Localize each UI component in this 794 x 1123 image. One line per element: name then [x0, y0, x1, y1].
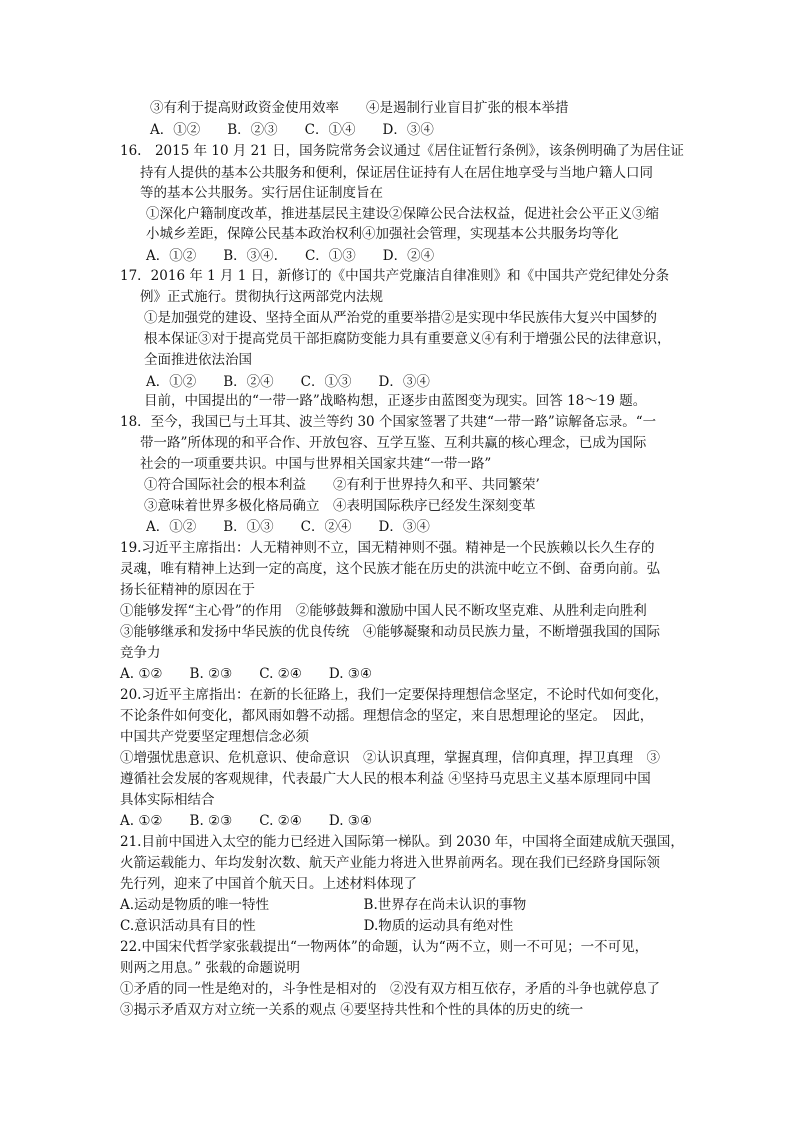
q17-options-line-2: 根本保证③对于提高党员干部拒腐防变能力具有重要意义④有利于增强公民的法律意识，: [144, 331, 671, 347]
q19-stem-line-2: 灵魂，唯有精神上达到一定的高度，这个民族才能在历史的洪流中屹立不倒、奋勇向前。弘: [120, 561, 660, 577]
q21-stem-line-2: 火箭运载能力、年均发射次数、航天产业能力将进入世界前两名。现在我们已经跻身国际领: [120, 855, 660, 871]
q21-options-line-2: C.意识活动具有目的性 D.物质的运动具有绝对性: [120, 918, 514, 934]
q17-options-line-3: 全面推进依法治国: [144, 352, 252, 368]
q22-options-line-1: ①矛盾的同一性是绝对的，斗争性是相对的 ②没有双方相互依存，矛盾的斗争也就停息了: [120, 981, 660, 997]
q16-stem-line-3: 等的基本公共服务。实行居住证制度旨在: [140, 185, 383, 201]
q18-stem-line-1: 18．至今，我国已与土耳其、波兰等约 30 个国家签署了共建“一带一路”谅解备忘录。“一: [120, 414, 657, 430]
q15-option-line-2: ③有利于提高财政资金使用效率 ④是遏制行业盲目扩张的根本举措: [150, 100, 569, 116]
q20-stem-line-3: 中国共产党要坚定理想信念必须: [120, 729, 309, 745]
q20-stem-line-1: 20.习近平主席指出：在新的长征路上，我们一定要保持理想信念坚定，不论时代如何变化，: [120, 687, 668, 703]
q19-options-line-3: 竞争力: [120, 645, 161, 661]
q21-options-line-1: A.运动是物质的唯一特性 B.世界存在尚未认识的事物: [120, 897, 527, 913]
q19-options-line-2: ③能够继承和发扬中华民族的优良传统 ④能够凝聚和动员民族力量，不断增强我国的国际: [120, 624, 660, 640]
q20-options-line-3: 具体实际相结合: [120, 792, 215, 808]
q18-stem-line-2: 带一路”所体现的和平合作、开放包容、互学互鉴、互利共赢的核心理念，已成为国际: [140, 435, 647, 451]
q22-stem-line-1: 22.中国宋代哲学家张载提出“一物两体”的命题，认为“两不立，则一不可见；一不可见，: [120, 939, 649, 955]
q20-stem-line-2: 不论条件如何变化，都风雨如磐不动摇。理想信念的坚定，来自思想理论的坚定。 因此，: [120, 708, 654, 724]
q18-stem-line-3: 社会的一项重要共识。中国与世界相关国家共建“一带一路”: [140, 456, 492, 472]
q18-options-line-2: ③意味着世界多极化格局确立 ④表明国际秩序已经发生深刻变革: [144, 498, 536, 514]
q15-answer-choices: A．①② B．②③ C．①④ D．③④: [150, 122, 434, 138]
q21-stem-line-3: 先行列，迎来了中国首个航天日。上述材料体现了: [120, 876, 417, 892]
q17-options-line-1: ①是加强党的建设、坚持全面从严治党的重要举措②是实现中华民族伟大复兴中国梦的: [144, 310, 657, 326]
q16-answer-choices: A．①② B．③④. C．①③ D．②④: [146, 248, 435, 264]
q16-stem-line-2: 持有人提供的基本公共服务和便利，保证居住证持有人在居住地享受与当地户籍人口同: [140, 165, 653, 181]
q22-options-line-2: ③揭示矛盾双方对立统一关系的观点 ④要坚持共性和个性的具体的历史的统一: [120, 1002, 584, 1018]
q19-answer-choices: A. ①② B. ②③ C. ②④ D. ③④: [120, 666, 373, 682]
q18-answer-choices: A．①② B．①③ C．②④ D．③④: [146, 519, 430, 535]
q20-options-line-1: ①增强忧患意识、危机意识、使命意识 ②认识真理，掌握真理，信仰真理，捍卫真理 ③: [120, 750, 660, 766]
q18-19-intro: 目前，中国提出的“一带一路”战略构想，正逐步由蓝图变为现实。回答 18～19 题。: [144, 393, 647, 409]
q19-stem-line-3: 扬长征精神的原因在于: [120, 582, 255, 598]
q18-options-line-1: ①符合国际社会的根本利益 ②有利于世界持久和平、共同繁荣’: [144, 477, 540, 493]
q17-stem-line-1: 17．2016 年 1 月 1 日，新修订的《中国共产党廉洁自律准则》和《中国共产党纪律处分条: [120, 268, 670, 284]
q19-options-line-1: ①能够发挥“主心骨”的作用 ②能够鼓舞和激励中国人民不断攻坚克难、从胜利走向胜利: [120, 603, 647, 619]
q21-stem-line-1: 21.目前中国进入太空的能力已经进入国际第一梯队。到 2030 年，中国将全面建成航天强国，: [120, 834, 684, 850]
q20-answer-choices: A. ①② B. ②③ C. ②④ D. ③④: [120, 813, 373, 829]
q19-stem-line-1: 19.习近平主席指出：人无精神则不立，国无精神则不强。精神是一个民族赖以长久生存的: [120, 540, 655, 556]
q17-stem-line-2: 例》正式施行。贯彻执行这两部党内法规: [140, 289, 383, 305]
q16-options-line-1: ①深化户籍制度改革，推进基层民主建设②保障公民合法权益，促进社会公平正义③缩: [146, 206, 659, 222]
q20-options-line-2: 遵循社会发展的客观规律，代表最广大人民的根本利益 ④坚持马克思主义基本原理同中国: [120, 771, 651, 787]
q22-stem-line-2: 则两之用息。” 张载的命题说明: [120, 960, 300, 976]
q16-options-line-2: 小城乡差距，保障公民基本政治权利④加强社会管理，实现基本公共服务均等化: [146, 226, 619, 242]
q16-stem-line-1: 16. 2015 年 10 月 21 日，国务院常务会议通过《居住证暂行条例》，该条例明确了为居住证: [120, 143, 684, 159]
q17-answer-choices: A．①② B．②④ C．①③ D．③④: [146, 374, 430, 390]
